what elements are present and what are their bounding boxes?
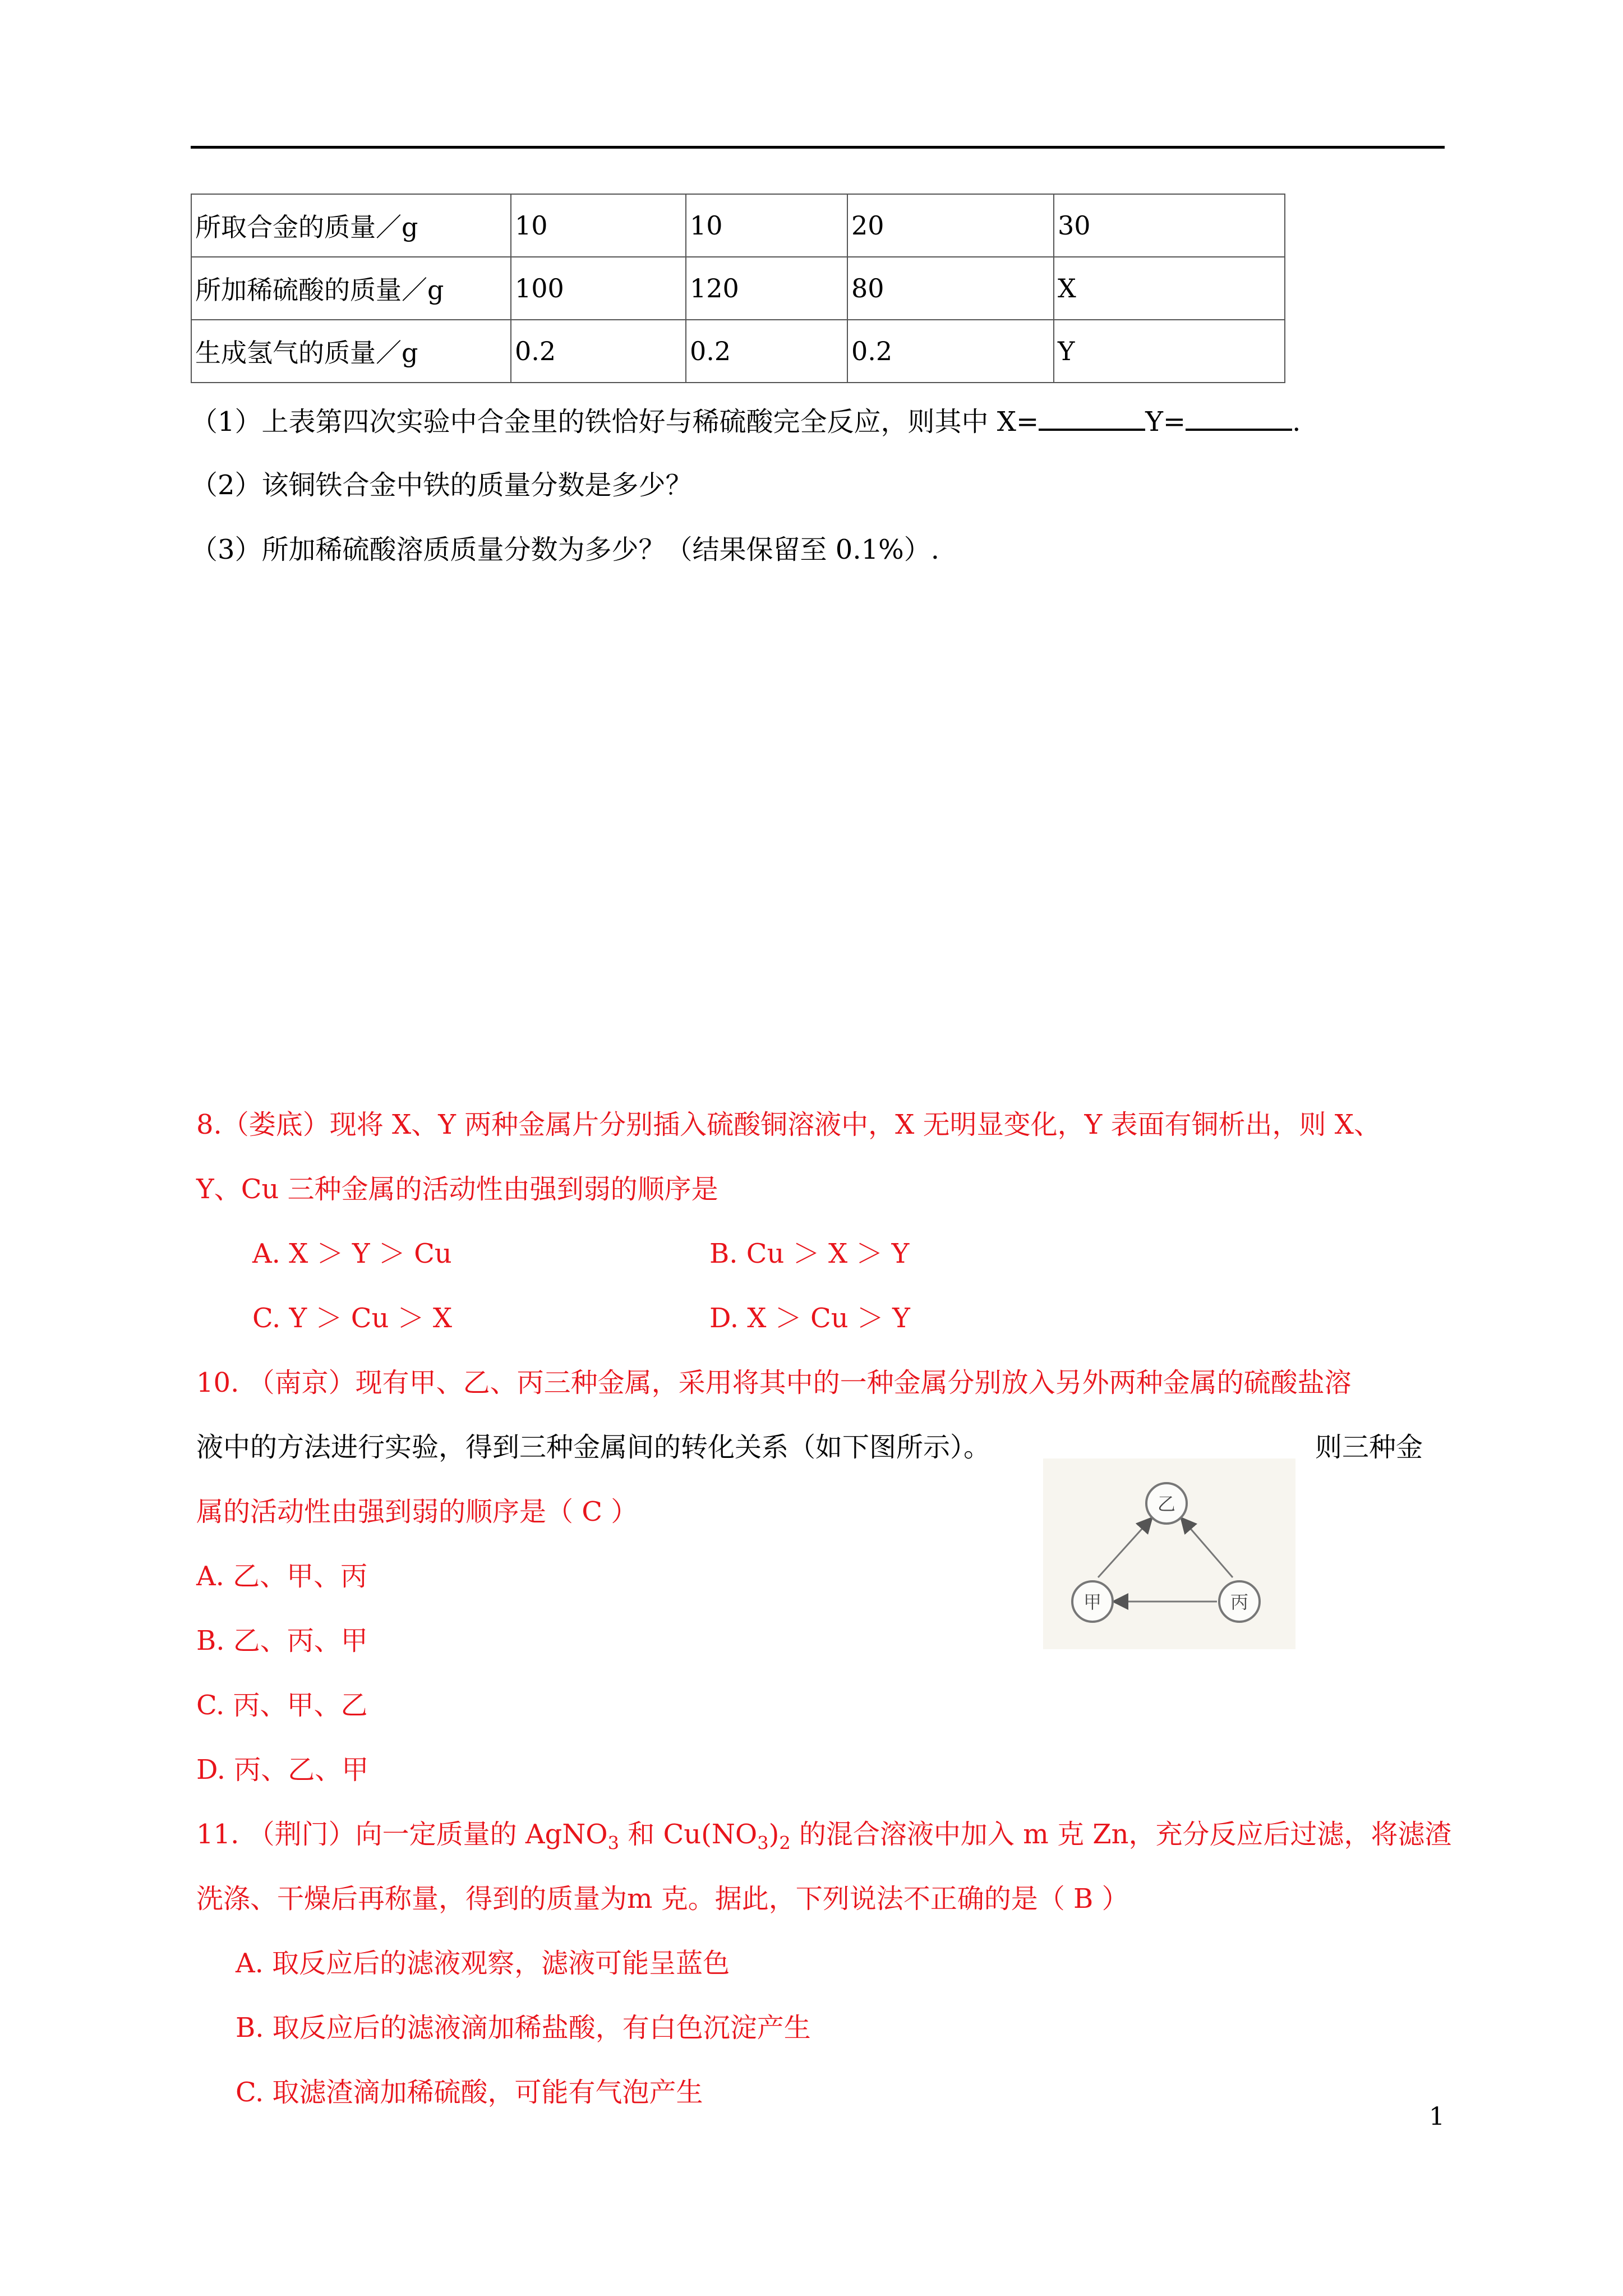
answer-blank-x[interactable] [1039,404,1145,431]
table-row [191,194,1285,257]
table-cell: X [1054,257,1285,320]
problem-11-option-a: A. 取反应后的滤液观察，滤液可能呈蓝色 [236,1948,730,1979]
question-1 [191,404,1301,439]
subscript: 3 [607,1832,619,1854]
problem-11-line-2: 洗涤、干燥后再称量，得到的质量为m 克。据此，下列说法不正确的是（ B ） [196,1883,1129,1915]
problem-10-line-2b: 则三种金 [1315,1432,1423,1463]
table-cell: 所加稀硫酸的质量／g [191,257,511,320]
metal-conversion-diagram [1043,1458,1295,1649]
question-1-y-label: Y= [1145,406,1186,438]
question-3: （3）所加稀硫酸溶质质量分数为多少？（结果保留至 0.1%）. [191,534,940,565]
problem-8-line-1: 8.（娄底）现将 X、Y 两种金属片分别插入硫酸铜溶液中，X 无明显变化，Y 表面有铜析出，则 X、 [196,1109,1381,1140]
question-1-text: （1）上表第四次实验中合金里的铁恰好与稀硫酸完全反应，则其中 X= [191,406,1039,438]
node-yi-label: 乙 [1157,1493,1176,1515]
diagram-svg [1043,1458,1295,1649]
problem-8-option-c: C. Y ＞ Cu ＞ X [252,1303,453,1334]
table-cell: Y [1054,320,1285,383]
table-row [191,320,1285,383]
node-bing-label: 丙 [1230,1591,1249,1613]
question-2: （2）该铜铁合金中铁的质量分数是多少？ [191,470,693,501]
problem-10-option-b: B. 乙、丙、甲 [196,1625,368,1657]
table-cell: 30 [1054,194,1285,257]
problem-8-option-a: A. X ＞ Y ＞ Cu [252,1238,452,1269]
subscript: 2 [779,1832,791,1854]
problem-10-line-1: 10. （南京）现有甲、乙、丙三种金属，采用将其中的一种金属分别放入另外两种金属的硫酸盐溶 [196,1367,1352,1398]
table-cell: 0.2 [686,320,847,383]
question-1-end: . [1292,406,1301,438]
problem-8-option-d: D. X ＞ Cu ＞ Y [709,1303,910,1334]
problem-10-option-c: C. 丙、甲、乙 [196,1690,368,1721]
table-cell: 所取合金的质量／g [191,194,511,257]
header-rule [191,146,1445,149]
page-number: 1 [1429,2102,1445,2131]
problem-11-line-1 [196,1818,1452,1860]
experiment-table [191,194,1285,383]
node-jia-label: 甲 [1083,1591,1102,1613]
table-cell: 80 [847,257,1054,320]
problem-8-line-2: Y、Cu 三种金属的活动性由强到弱的顺序是 [196,1174,718,1205]
table-cell: 0.2 [847,320,1054,383]
subscript: 3 [757,1832,769,1854]
problem-11-text: 的混合溶液中加入 m 克 Zn，充分反应后过滤，将滤渣 [790,1819,1452,1850]
problem-11-text: 和 Cu(NO [619,1819,758,1850]
problem-11-text: ) [768,1819,780,1850]
problem-11-text: 11. （荆门）向一定质量的 AgNO [196,1819,608,1850]
problem-8-option-b: B. Cu ＞ X ＞ Y [709,1238,910,1269]
problem-10-option-d: D. 丙、乙、甲 [196,1754,369,1786]
table-cell: 120 [686,257,847,320]
table-cell: 20 [847,194,1054,257]
problem-10-option-a: A. 乙、甲、丙 [196,1561,368,1592]
problem-11-option-b: B. 取反应后的滤液滴加稀盐酸，有白色沉淀产生 [236,2012,811,2044]
table-cell: 10 [511,194,686,257]
table-cell: 0.2 [511,320,686,383]
table-cell: 10 [686,194,847,257]
problem-11-option-c: C. 取滤渣滴加稀硫酸，可能有气泡产生 [236,2077,703,2108]
table-cell: 生成氢气的质量／g [191,320,511,383]
problem-10-line-2a: 液中的方法进行实验，得到三种金属间的转化关系（如下图所示）。 [196,1432,991,1463]
answer-blank-y[interactable] [1186,404,1292,431]
table-row [191,257,1285,320]
problem-10-line-3: 属的活动性由强到弱的顺序是（ C ） [196,1496,638,1527]
table-cell: 100 [511,257,686,320]
arrow-jia-to-yi [1098,1519,1151,1577]
arrow-bing-to-yi [1182,1519,1233,1577]
